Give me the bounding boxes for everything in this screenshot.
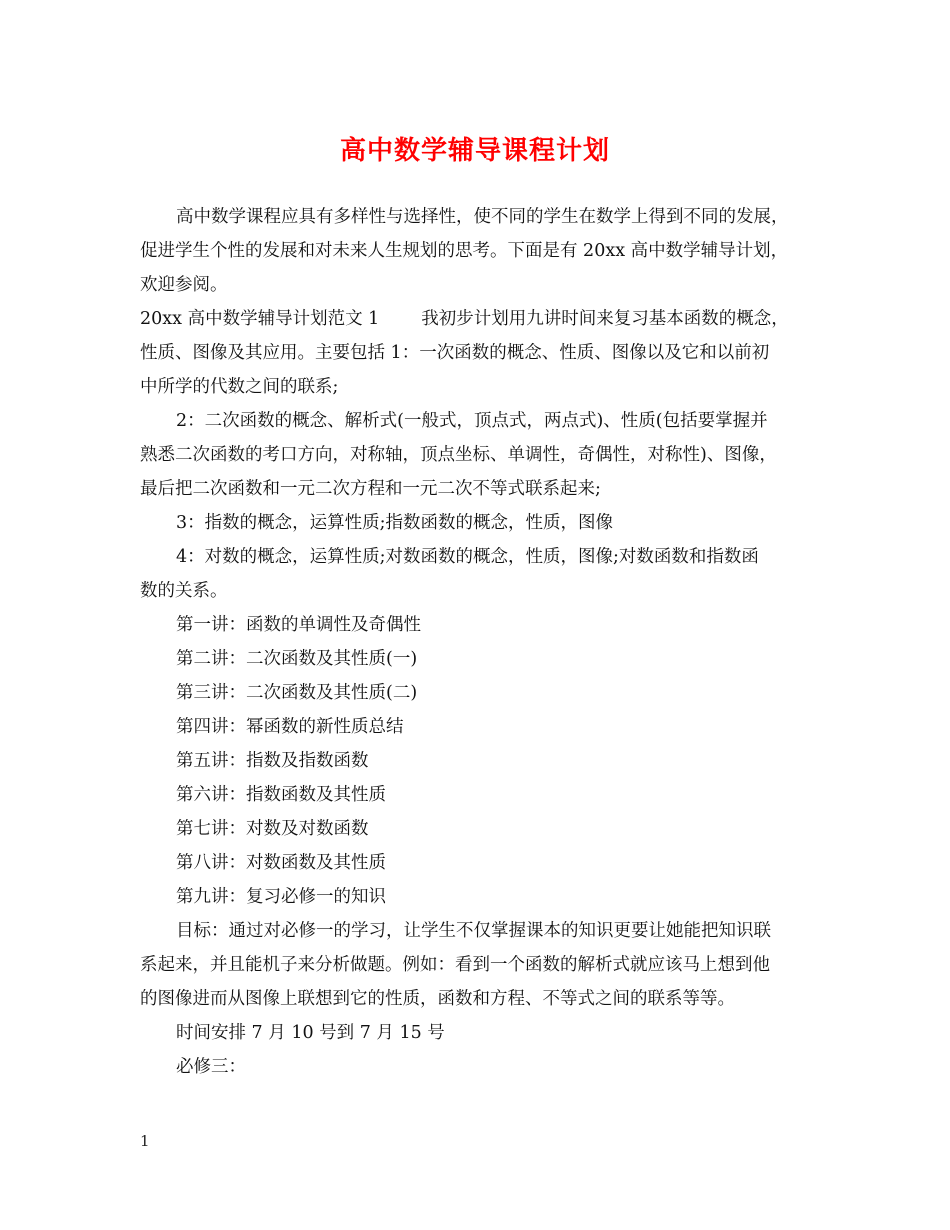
lecture-item: 第二讲：二次函数及其性质(一) (176, 649, 418, 669)
item-4-line: 4：对数的概念，运算性质;对数函数的概念，性质，图像;对数函数和指数函 (176, 547, 759, 567)
item-4-line: 数的关系。 (140, 581, 228, 601)
lecture-item: 第八讲：对数函数及其性质 (176, 853, 386, 873)
next-section-heading: 必修三： (176, 1057, 246, 1077)
intro-line: 高中数学课程应具有多样性与选择性，使不同的学生在数学上得到不同的发展， (176, 207, 789, 227)
lecture-item: 第七讲：对数及对数函数 (176, 819, 369, 839)
plan-line: 中所学的代数之间的联系; (140, 377, 339, 397)
item-3-line: 3：指数的概念，运算性质;指数函数的概念，性质，图像 (176, 513, 614, 533)
plan-text: 我初步计划用九讲时间来复习基本函数的概念， (421, 309, 789, 329)
intro-line: 促进学生个性的发展和对未来人生规划的思考。下面是有 20xx 高中数学辅导计划， (140, 241, 789, 261)
item-2-line: 熟悉二次函数的考口方向，对称轴，顶点坐标、单调性，奇偶性，对称性)、图像， (140, 445, 777, 465)
document-title: 高中数学辅导课程计划 (339, 136, 610, 166)
sample-label: 20xx 高中数学辅导计划范文 1 (140, 309, 380, 329)
item-2-line: 最后把二次函数和一元二次方程和一元二次不等式联系起来; (140, 479, 601, 499)
goal-line: 系起来，并且能机子来分析做题。例如：看到一个函数的解析式就应该马上想到他 (140, 955, 770, 975)
lecture-item: 第一讲：函数的单调性及奇偶性 (176, 615, 421, 635)
goal-line: 的图像进而从图像上联想到它的性质，函数和方程、不等式之间的联系等等。 (140, 989, 735, 1009)
goal-line: 目标：通过对必修一的学习，让学生不仅掌握课本的知识更要让她能把知识联 (176, 921, 771, 941)
lecture-item: 第六讲：指数函数及其性质 (176, 785, 386, 805)
page-number: 1 (140, 1132, 150, 1150)
lecture-item: 第四讲：幂函数的新性质总结 (176, 717, 404, 737)
lecture-item: 第九讲：复习必修一的知识 (176, 887, 386, 907)
lecture-item: 第五讲：指数及指数函数 (176, 751, 369, 771)
schedule-line: 时间安排 7 月 10 号到 7 月 15 号 (176, 1023, 445, 1043)
document-body (140, 200, 820, 1084)
plan-line: 性质、图像及其应用。主要包括 1：一次函数的概念、性质、图像以及它和以前初 (140, 343, 770, 363)
item-2-line: 2：二次函数的概念、解析式(一般式，顶点式，两点式)、性质(包括要掌握并 (176, 411, 768, 431)
lecture-item: 第三讲：二次函数及其性质(二) (176, 683, 418, 703)
intro-line: 欢迎参阅。 (140, 275, 228, 295)
sample-heading-line (140, 302, 820, 336)
